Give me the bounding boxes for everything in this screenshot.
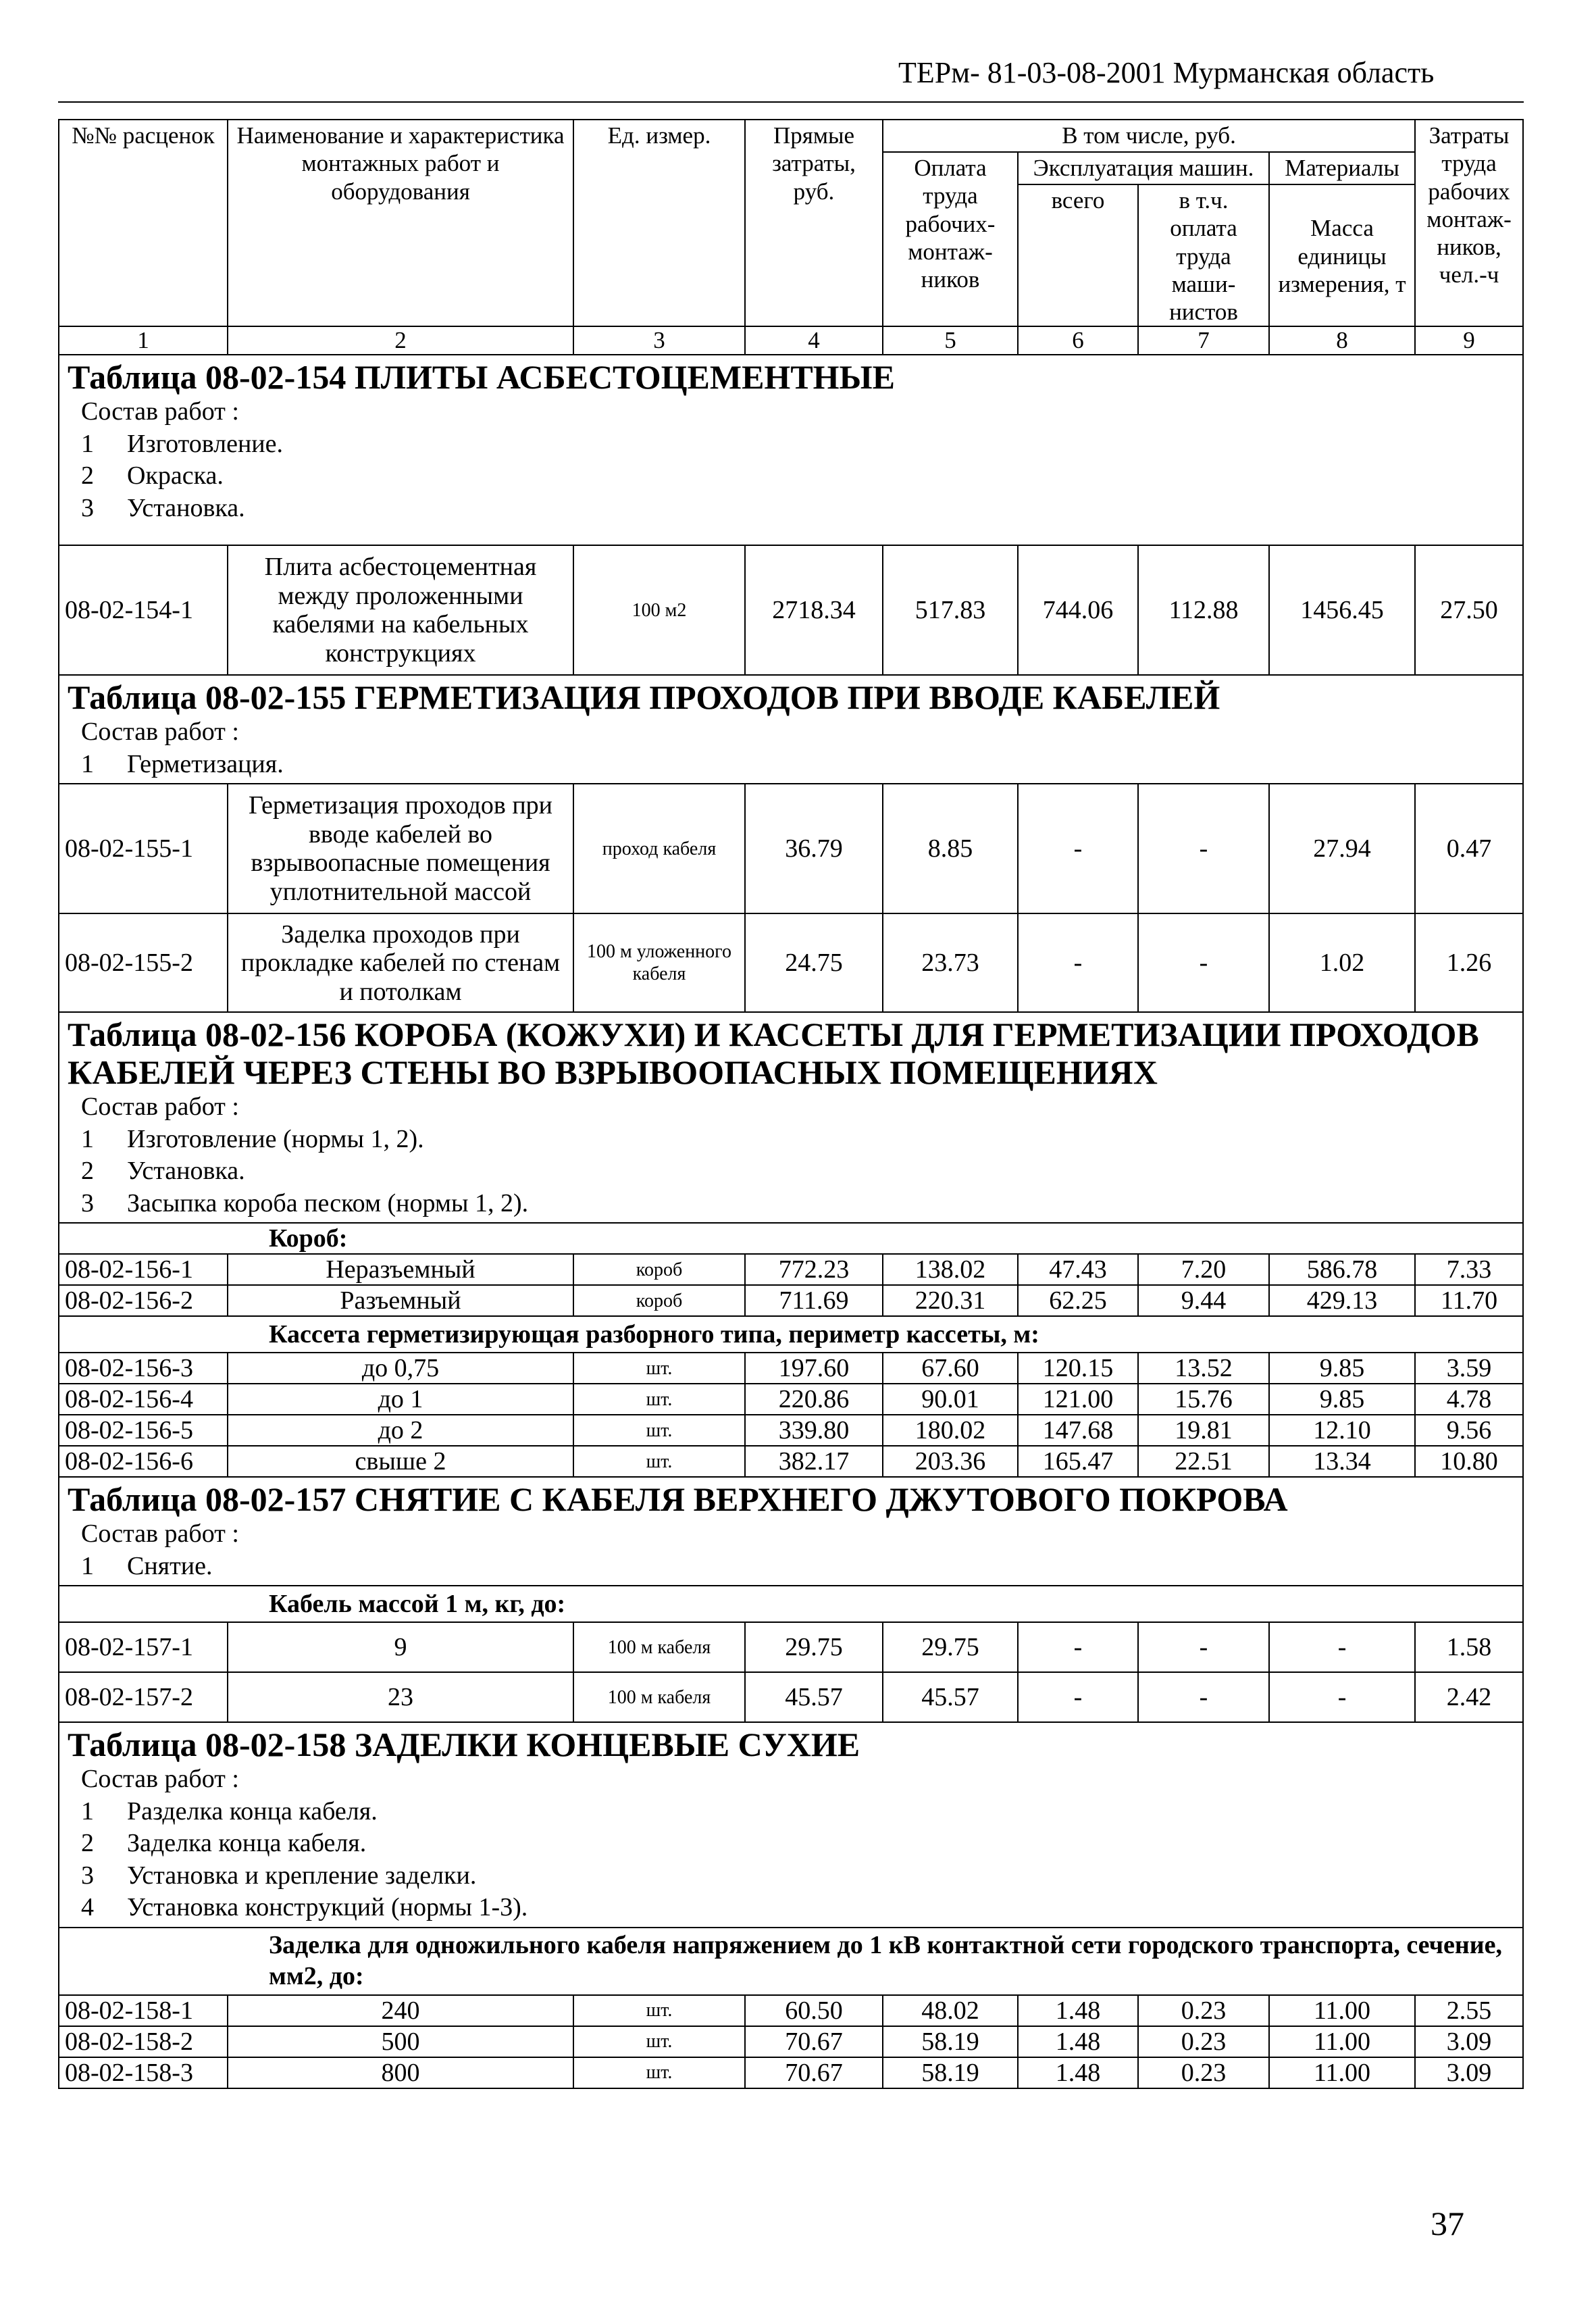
table-row <box>59 1285 1523 1316</box>
direct-cost: 45.57 <box>745 1672 883 1722</box>
col-number: 2 <box>228 326 573 355</box>
col-header-mach-wage: в т.ч. оплата труда маши-нистов <box>1138 184 1269 326</box>
machinist-wage: 15.76 <box>1138 1384 1269 1415</box>
machine-cost: - <box>1018 1672 1138 1722</box>
machinist-wage: 19.81 <box>1138 1415 1269 1446</box>
rate-code: 08-02-155-1 <box>59 784 228 913</box>
table-title: Таблица 08-02-158 ЗАДЕЛКИ КОНЦЕВЫЕ СУХИЕ <box>68 1726 860 1764</box>
col-header-labor: Затраты труда рабочих монтаж-ников, чел.-ч <box>1415 120 1523 326</box>
labor: 9.56 <box>1415 1415 1523 1446</box>
machinist-wage: 112.88 <box>1138 545 1269 675</box>
direct-cost: 24.75 <box>745 913 883 1012</box>
operation-item: 1 Изготовление (нормы 1, 2). <box>81 1124 424 1153</box>
wage: 58.19 <box>883 2026 1018 2057</box>
work-name: 23 <box>228 1672 573 1722</box>
work-name: 9 <box>228 1622 573 1672</box>
materials: 1456.45 <box>1269 545 1415 675</box>
work-name: Плита асбестоцементная между проложенными кабелями на кабельных конструкциях <box>228 545 573 675</box>
composition-label: Состав работ : <box>81 397 239 426</box>
col-header-unit: Ед. измер. <box>573 120 745 326</box>
direct-cost: 197.60 <box>745 1353 883 1384</box>
operation-item: 2 Установка. <box>81 1157 245 1186</box>
machinist-wage: - <box>1138 1672 1269 1722</box>
labor: 3.09 <box>1415 2026 1523 2057</box>
table-section-158 <box>59 1722 1523 1928</box>
labor: 3.09 <box>1415 2057 1523 2088</box>
table-row <box>59 1622 1523 1672</box>
machine-cost: 1.48 <box>1018 2057 1138 2088</box>
table-row <box>59 2057 1523 2088</box>
operation-item: 4 Установка конструкций (нормы 1-3). <box>81 1893 528 1922</box>
unit: 100 м2 <box>573 545 745 675</box>
unit: короб <box>573 1254 745 1285</box>
machinist-wage: - <box>1138 913 1269 1012</box>
unit: короб <box>573 1285 745 1316</box>
table-section-157 <box>59 1477 1523 1586</box>
rate-code: 08-02-158-3 <box>59 2057 228 2088</box>
machinist-wage: 7.20 <box>1138 1254 1269 1285</box>
composition-label: Состав работ : <box>81 1519 239 1549</box>
col-header-direct: Прямые затраты, руб. <box>745 120 883 326</box>
table-row <box>59 1995 1523 2026</box>
composition-label: Состав работ : <box>81 718 239 747</box>
composition-label: Состав работ : <box>81 1092 239 1122</box>
labor: 10.80 <box>1415 1446 1523 1477</box>
materials: 11.00 <box>1269 1995 1415 2026</box>
unit: 100 м кабеля <box>573 1622 745 1672</box>
machine-cost: 147.68 <box>1018 1415 1138 1446</box>
materials: 11.00 <box>1269 2026 1415 2057</box>
column-numbers-row <box>59 326 1523 355</box>
table-row <box>59 1415 1523 1446</box>
machinist-wage: 9.44 <box>1138 1285 1269 1316</box>
rates-table <box>58 119 1524 2089</box>
rate-code: 08-02-156-1 <box>59 1254 228 1285</box>
col-number: 9 <box>1415 326 1523 355</box>
machine-cost: 1.48 <box>1018 2026 1138 2057</box>
machinist-wage: 22.51 <box>1138 1446 1269 1477</box>
machine-cost: - <box>1018 1622 1138 1672</box>
rate-code: 08-02-155-2 <box>59 913 228 1012</box>
materials: 429.13 <box>1269 1285 1415 1316</box>
unit: шт. <box>573 1353 745 1384</box>
wage: 180.02 <box>883 1415 1018 1446</box>
machine-cost: 62.25 <box>1018 1285 1138 1316</box>
machine-cost: 165.47 <box>1018 1446 1138 1477</box>
labor: 0.47 <box>1415 784 1523 913</box>
col-header-materials: Материалы <box>1269 152 1415 184</box>
table-row <box>59 1384 1523 1415</box>
unit: шт. <box>573 1415 745 1446</box>
materials: 12.10 <box>1269 1415 1415 1446</box>
direct-cost: 60.50 <box>745 1995 883 2026</box>
table-row <box>59 1446 1523 1477</box>
labor: 7.33 <box>1415 1254 1523 1285</box>
labor: 3.59 <box>1415 1353 1523 1384</box>
labor: 27.50 <box>1415 545 1523 675</box>
col-header-machines: Эксплуатация машин. <box>1018 152 1269 184</box>
wage: 220.31 <box>883 1285 1018 1316</box>
col-header-wage: Оплата труда рабочих-монтаж-ников <box>883 152 1018 326</box>
labor: 1.58 <box>1415 1622 1523 1672</box>
subsection-heading: Заделка для одножильного кабеля напряжением до 1 кВ контактной сети городского транспорта, сечение, мм2, до: <box>59 1928 1523 1995</box>
rate-code: 08-02-158-1 <box>59 1995 228 2026</box>
work-name: Разъемный <box>228 1285 573 1316</box>
operation-item: 3 Засыпка короба песком (нормы 1, 2). <box>81 1188 529 1217</box>
machinist-wage: 0.23 <box>1138 2057 1269 2088</box>
machine-cost: 120.15 <box>1018 1353 1138 1384</box>
table-row <box>59 1254 1523 1285</box>
rate-code: 08-02-156-3 <box>59 1353 228 1384</box>
operation-item: 3 Установка. <box>81 493 245 522</box>
machine-cost: 1.48 <box>1018 1995 1138 2026</box>
machine-cost: 121.00 <box>1018 1384 1138 1415</box>
wage: 203.36 <box>883 1446 1018 1477</box>
table-row <box>59 1353 1523 1384</box>
materials: 586.78 <box>1269 1254 1415 1285</box>
col-header-mach-total: всего <box>1018 184 1138 326</box>
work-name: до 1 <box>228 1384 573 1415</box>
table-row <box>59 1672 1523 1722</box>
unit: шт. <box>573 2026 745 2057</box>
rate-code: 08-02-156-4 <box>59 1384 228 1415</box>
col-header-mass: Масса единицы измерения, т <box>1269 184 1415 326</box>
operation-item: 3 Установка и крепление заделки. <box>81 1861 477 1890</box>
work-name: 500 <box>228 2026 573 2057</box>
labor: 4.78 <box>1415 1384 1523 1415</box>
rate-code: 08-02-154-1 <box>59 545 228 675</box>
rate-code: 08-02-157-2 <box>59 1672 228 1722</box>
direct-cost: 711.69 <box>745 1285 883 1316</box>
materials: 27.94 <box>1269 784 1415 913</box>
materials: - <box>1269 1622 1415 1672</box>
work-name: Заделка проходов при прокладке кабелей по стенам и потолкам <box>228 913 573 1012</box>
col-number: 4 <box>745 326 883 355</box>
rate-code: 08-02-158-2 <box>59 2026 228 2057</box>
unit: шт. <box>573 2057 745 2088</box>
table-title: Таблица 08-02-156 КОРОБА (КОЖУХИ) И КАССЕТЫ ДЛЯ ГЕРМЕТИЗАЦИИ ПРОХОДОВ КАБЕЛЕЙ ЧЕРЕЗ СТЕНЫ ВО ВЗРЫВООПАСНЫХ ПОМЕЩЕНИЯХ <box>68 1015 1479 1092</box>
col-header-name: Наименование и характеристика монтажных работ и оборудования <box>228 120 573 326</box>
table-title: Таблица 08-02-157 СНЯТИЕ С КАБЕЛЯ ВЕРХНЕГО ДЖУТОВОГО ПОКРОВА <box>68 1480 1288 1519</box>
operation-item: 1 Разделка конца кабеля. <box>81 1796 378 1826</box>
rate-code: 08-02-156-5 <box>59 1415 228 1446</box>
wage: 58.19 <box>883 2057 1018 2088</box>
labor: 2.42 <box>1415 1672 1523 1722</box>
wage: 90.01 <box>883 1384 1018 1415</box>
composition-label: Состав работ : <box>81 1765 239 1794</box>
materials: - <box>1269 1672 1415 1722</box>
machinist-wage: 0.23 <box>1138 2026 1269 2057</box>
subsection-heading: Кабель массой 1 м, кг, до: <box>59 1586 1523 1622</box>
wage: 45.57 <box>883 1672 1018 1722</box>
work-name: до 2 <box>228 1415 573 1446</box>
table-section-156 <box>59 1012 1523 1223</box>
materials: 9.85 <box>1269 1384 1415 1415</box>
direct-cost: 339.80 <box>745 1415 883 1446</box>
operation-item: 2 Заделка конца кабеля. <box>81 1829 367 1858</box>
unit: шт. <box>573 1995 745 2026</box>
unit: проход кабеля <box>573 784 745 913</box>
table-section-155 <box>59 675 1523 784</box>
wage: 8.85 <box>883 784 1018 913</box>
work-name: Неразъемный <box>228 1254 573 1285</box>
machine-cost: 744.06 <box>1018 545 1138 675</box>
header-rule <box>58 101 1524 103</box>
labor: 1.26 <box>1415 913 1523 1012</box>
table-section-154 <box>59 355 1523 545</box>
direct-cost: 70.67 <box>745 2057 883 2088</box>
machinist-wage: - <box>1138 1622 1269 1672</box>
work-name: Герметизация проходов при вводе кабелей во взрывоопасные помещения уплотнительной массой <box>228 784 573 913</box>
col-number: 8 <box>1269 326 1415 355</box>
machinist-wage: 13.52 <box>1138 1353 1269 1384</box>
work-name: 800 <box>228 2057 573 2088</box>
page-header: ТЕРм- 81-03-08-2001 Мурманская область <box>898 56 1435 89</box>
machine-cost: - <box>1018 784 1138 913</box>
materials: 1.02 <box>1269 913 1415 1012</box>
machine-cost: - <box>1018 913 1138 1012</box>
col-number: 3 <box>573 326 745 355</box>
table-row <box>59 2026 1523 2057</box>
unit: 100 м уложенного кабеля <box>573 913 745 1012</box>
work-name: свыше 2 <box>228 1446 573 1477</box>
work-name: 240 <box>228 1995 573 2026</box>
machine-cost: 47.43 <box>1018 1254 1138 1285</box>
direct-cost: 772.23 <box>745 1254 883 1285</box>
col-number: 5 <box>883 326 1018 355</box>
wage: 67.60 <box>883 1353 1018 1384</box>
subsection-heading: Короб: <box>59 1223 1523 1254</box>
col-number: 7 <box>1138 326 1269 355</box>
table-title: Таблица 08-02-154 ПЛИТЫ АСБЕСТОЦЕМЕНТНЫЕ <box>68 358 895 397</box>
rate-code: 08-02-156-6 <box>59 1446 228 1477</box>
direct-cost: 36.79 <box>745 784 883 913</box>
unit: шт. <box>573 1384 745 1415</box>
labor: 11.70 <box>1415 1285 1523 1316</box>
operation-item: 1 Изготовление. <box>81 429 284 458</box>
direct-cost: 220.86 <box>745 1384 883 1415</box>
rate-code: 08-02-156-2 <box>59 1285 228 1316</box>
direct-cost: 382.17 <box>745 1446 883 1477</box>
unit: 100 м кабеля <box>573 1672 745 1722</box>
operation-item: 2 Окраска. <box>81 461 224 491</box>
wage: 48.02 <box>883 1995 1018 2026</box>
col-header-code: №№ расценок <box>59 120 228 326</box>
table-row <box>59 784 1523 913</box>
unit: шт. <box>573 1446 745 1477</box>
materials: 13.34 <box>1269 1446 1415 1477</box>
col-header-group: В том числе, руб. <box>883 120 1415 152</box>
direct-cost: 2718.34 <box>745 545 883 675</box>
table-row <box>59 913 1523 1012</box>
col-number: 6 <box>1018 326 1138 355</box>
direct-cost: 70.67 <box>745 2026 883 2057</box>
operation-item: 1 Герметизация. <box>81 749 284 778</box>
work-name: до 0,75 <box>228 1353 573 1384</box>
materials: 9.85 <box>1269 1353 1415 1384</box>
wage: 23.73 <box>883 913 1018 1012</box>
operation-item: 1 Снятие. <box>81 1551 213 1580</box>
rate-code: 08-02-157-1 <box>59 1622 228 1672</box>
materials: 11.00 <box>1269 2057 1415 2088</box>
col-number: 1 <box>59 326 228 355</box>
labor: 2.55 <box>1415 1995 1523 2026</box>
table-title: Таблица 08-02-155 ГЕРМЕТИЗАЦИЯ ПРОХОДОВ ПРИ ВВОДЕ КАБЕЛЕЙ <box>68 678 1220 717</box>
subsection-heading: Кассета герметизирующая разборного типа, периметр кассеты, м: <box>59 1316 1523 1353</box>
machinist-wage: - <box>1138 784 1269 913</box>
page-number: 37 <box>1431 2205 1464 2242</box>
wage: 29.75 <box>883 1622 1018 1672</box>
table-row <box>59 545 1523 675</box>
wage: 138.02 <box>883 1254 1018 1285</box>
machinist-wage: 0.23 <box>1138 1995 1269 2026</box>
direct-cost: 29.75 <box>745 1622 883 1672</box>
wage: 517.83 <box>883 545 1018 675</box>
